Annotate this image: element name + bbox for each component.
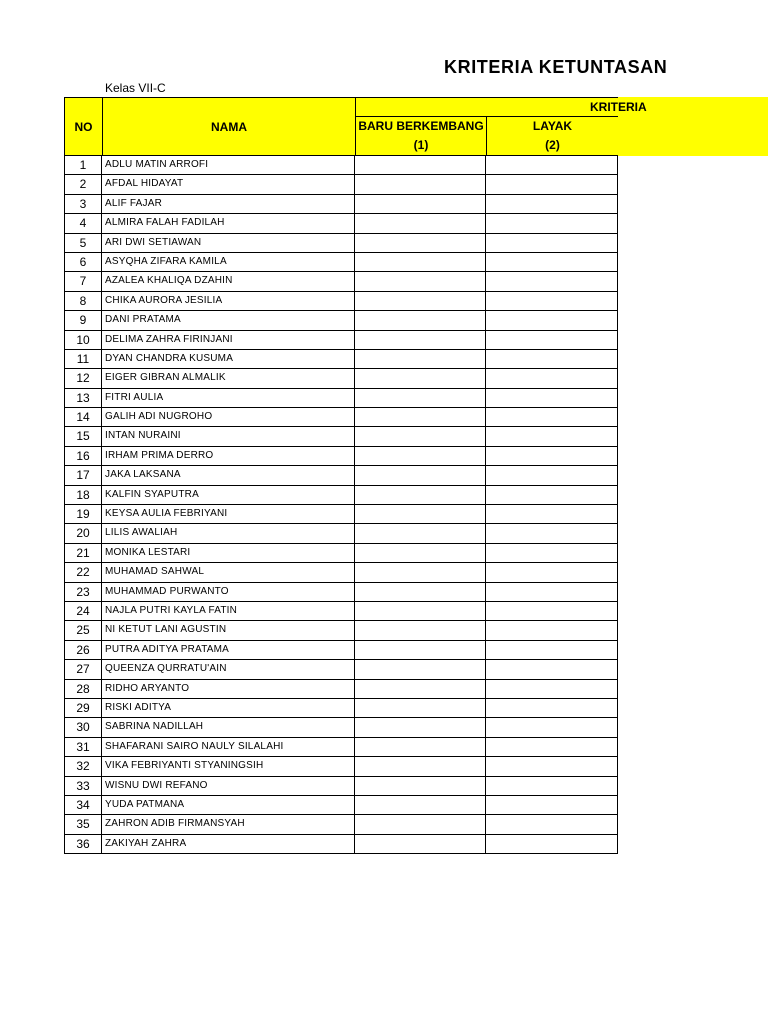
- row-number-cell: 30: [64, 718, 102, 736]
- row-number-cell: 32: [64, 757, 102, 775]
- baru-berkembang-cell[interactable]: [355, 660, 486, 678]
- table-row: [64, 214, 618, 233]
- baru-berkembang-cell[interactable]: [355, 680, 486, 698]
- table-row: [64, 311, 618, 330]
- student-table-body: [64, 156, 618, 854]
- student-name-cell: IRHAM PRIMA DERRO: [102, 447, 355, 465]
- student-name-cell: FITRI AULIA: [102, 389, 355, 407]
- layak-cell[interactable]: [486, 175, 618, 193]
- baru-berkembang-cell[interactable]: [355, 796, 486, 814]
- student-name-cell: JAKA LAKSANA: [102, 466, 355, 484]
- column-header-baru-berkembang: [356, 117, 487, 155]
- layak-cell[interactable]: [486, 253, 618, 271]
- layak-cell[interactable]: [486, 660, 618, 678]
- row-number-cell: 19: [64, 505, 102, 523]
- table-row: [64, 234, 618, 253]
- row-number-cell: 3: [64, 195, 102, 213]
- student-name-cell: MUHAMMAD PURWANTO: [102, 583, 355, 601]
- table-row: [64, 466, 618, 485]
- layak-cell[interactable]: [486, 292, 618, 310]
- row-number-cell: 9: [64, 311, 102, 329]
- table-row: [64, 583, 618, 602]
- table-row: [64, 350, 618, 369]
- table-row: [64, 195, 618, 214]
- baru-berkembang-cell[interactable]: [355, 699, 486, 717]
- layak-cell[interactable]: [486, 835, 618, 853]
- baru-berkembang-cell[interactable]: [355, 757, 486, 775]
- table-row: [64, 369, 618, 388]
- layak-cell[interactable]: [486, 815, 618, 833]
- table-row: [64, 621, 618, 640]
- layak-cell[interactable]: [486, 447, 618, 465]
- layak-cell[interactable]: [486, 777, 618, 795]
- baru-berkembang-cell[interactable]: [355, 389, 486, 407]
- baru-berkembang-cell[interactable]: [355, 641, 486, 659]
- baru-berkembang-code: (1): [413, 138, 429, 152]
- baru-berkembang-cell[interactable]: [355, 408, 486, 426]
- table-row: [64, 777, 618, 796]
- row-number-cell: 20: [64, 524, 102, 542]
- column-header-nama: NAMA: [103, 98, 356, 155]
- student-name-cell: DANI PRATAMA: [102, 311, 355, 329]
- student-name-cell: GALIH ADI NUGROHO: [102, 408, 355, 426]
- table-row: [64, 796, 618, 815]
- baru-berkembang-cell[interactable]: [355, 621, 486, 639]
- baru-berkembang-label: BARU BERKEMBANG: [358, 119, 484, 133]
- column-header-no: NO: [65, 98, 103, 155]
- baru-berkembang-cell[interactable]: [355, 311, 486, 329]
- table-row: [64, 718, 618, 737]
- student-name-cell: SHAFARANI SAIRO NAULY SILALAHI: [102, 738, 355, 756]
- layak-cell[interactable]: [486, 466, 618, 484]
- table-row: [64, 331, 618, 350]
- row-number-cell: 13: [64, 389, 102, 407]
- layak-cell[interactable]: [486, 350, 618, 368]
- row-number-cell: 24: [64, 602, 102, 620]
- student-name-cell: INTAN NURAINI: [102, 427, 355, 445]
- table-row: [64, 447, 618, 466]
- layak-cell[interactable]: [486, 583, 618, 601]
- row-number-cell: 33: [64, 777, 102, 795]
- layak-label: LAYAK: [532, 119, 573, 133]
- table-row: [64, 815, 618, 834]
- baru-berkembang-cell[interactable]: [355, 234, 486, 252]
- table-row: [64, 563, 618, 582]
- row-number-cell: 14: [64, 408, 102, 426]
- row-number-cell: 29: [64, 699, 102, 717]
- table-row: [64, 544, 618, 563]
- row-number-cell: 26: [64, 641, 102, 659]
- layak-cell[interactable]: [486, 156, 618, 174]
- student-name-cell: WISNU DWI REFANO: [102, 777, 355, 795]
- table-row: [64, 524, 618, 543]
- baru-berkembang-cell[interactable]: [355, 272, 486, 290]
- row-number-cell: 17: [64, 466, 102, 484]
- layak-cell[interactable]: [486, 621, 618, 639]
- student-name-cell: MONIKA LESTARI: [102, 544, 355, 562]
- baru-berkembang-cell[interactable]: [355, 777, 486, 795]
- layak-cell[interactable]: [486, 738, 618, 756]
- table-row: [64, 156, 618, 175]
- table-row: [64, 660, 618, 679]
- row-number-cell: 5: [64, 234, 102, 252]
- student-name-cell: CHIKA AURORA JESILIA: [102, 292, 355, 310]
- student-name-cell: ALIF FAJAR: [102, 195, 355, 213]
- student-name-cell: KEYSA AULIA FEBRIYANI: [102, 505, 355, 523]
- table-row: [64, 292, 618, 311]
- student-name-cell: KALFIN SYAPUTRA: [102, 486, 355, 504]
- baru-berkembang-cell[interactable]: [355, 175, 486, 193]
- baru-berkembang-cell[interactable]: [355, 195, 486, 213]
- row-number-cell: 25: [64, 621, 102, 639]
- student-name-cell: MUHAMAD SAHWAL: [102, 563, 355, 581]
- kriteria-label: KRITERIA: [590, 100, 647, 114]
- student-name-cell: LILIS AWALIAH: [102, 524, 355, 542]
- layak-cell[interactable]: [486, 699, 618, 717]
- student-name-cell: RIDHO ARYANTO: [102, 680, 355, 698]
- table-header: [64, 97, 647, 156]
- table-row: [64, 486, 618, 505]
- layak-cell[interactable]: [486, 796, 618, 814]
- row-number-cell: 27: [64, 660, 102, 678]
- table-row: [64, 699, 618, 718]
- row-number-cell: 15: [64, 427, 102, 445]
- table-row: [64, 427, 618, 446]
- student-name-cell: NAJLA PUTRI KAYLA FATIN: [102, 602, 355, 620]
- table-row: [64, 738, 618, 757]
- row-number-cell: 11: [64, 350, 102, 368]
- student-name-cell: RISKI ADITYA: [102, 699, 355, 717]
- baru-berkembang-cell[interactable]: [355, 718, 486, 736]
- table-row: [64, 408, 618, 427]
- row-number-cell: 34: [64, 796, 102, 814]
- baru-berkembang-cell[interactable]: [355, 369, 486, 387]
- baru-berkembang-cell[interactable]: [355, 292, 486, 310]
- layak-cell[interactable]: [486, 331, 618, 349]
- baru-berkembang-cell[interactable]: [355, 524, 486, 542]
- student-name-cell: QUEENZA QURRATU'AIN: [102, 660, 355, 678]
- baru-berkembang-cell[interactable]: [355, 156, 486, 174]
- table-row: [64, 389, 618, 408]
- layak-cell[interactable]: [486, 369, 618, 387]
- student-name-cell: ALMIRA FALAH FADILAH: [102, 214, 355, 232]
- row-number-cell: 18: [64, 486, 102, 504]
- class-label: Kelas VII-C: [105, 81, 166, 95]
- column-group-header-kriteria: [356, 98, 647, 117]
- student-name-cell: SABRINA NADILLAH: [102, 718, 355, 736]
- baru-berkembang-cell[interactable]: [355, 544, 486, 562]
- baru-berkembang-cell[interactable]: [355, 815, 486, 833]
- row-number-cell: 8: [64, 292, 102, 310]
- student-name-cell: EIGER GIBRAN ALMALIK: [102, 369, 355, 387]
- student-name-cell: NI KETUT LANI AGUSTIN: [102, 621, 355, 639]
- student-name-cell: AZALEA KHALIQA DZAHIN: [102, 272, 355, 290]
- table-row: [64, 835, 618, 854]
- baru-berkembang-cell[interactable]: [355, 466, 486, 484]
- layak-cell[interactable]: [486, 408, 618, 426]
- layak-cell[interactable]: [486, 563, 618, 581]
- layak-cell[interactable]: [486, 311, 618, 329]
- baru-berkembang-cell[interactable]: [355, 738, 486, 756]
- student-name-cell: DYAN CHANDRA KUSUMA: [102, 350, 355, 368]
- row-number-cell: 7: [64, 272, 102, 290]
- table-row: [64, 253, 618, 272]
- table-row: [64, 602, 618, 621]
- layak-cell[interactable]: [486, 757, 618, 775]
- row-number-cell: 1: [64, 156, 102, 174]
- table-row: [64, 175, 618, 194]
- layak-cell[interactable]: [486, 544, 618, 562]
- layak-code: (2): [545, 138, 560, 152]
- layak-cell[interactable]: [486, 214, 618, 232]
- row-number-cell: 35: [64, 815, 102, 833]
- layak-cell[interactable]: [486, 486, 618, 504]
- baru-berkembang-cell[interactable]: [355, 505, 486, 523]
- table-row: [64, 680, 618, 699]
- row-number-cell: 4: [64, 214, 102, 232]
- baru-berkembang-cell[interactable]: [355, 350, 486, 368]
- baru-berkembang-cell[interactable]: [355, 583, 486, 601]
- layak-cell[interactable]: [486, 641, 618, 659]
- sheet-title: KRITERIA KETUNTASAN: [444, 57, 668, 77]
- baru-berkembang-cell[interactable]: [355, 602, 486, 620]
- row-number-cell: 12: [64, 369, 102, 387]
- layak-cell[interactable]: [486, 234, 618, 252]
- row-number-cell: 23: [64, 583, 102, 601]
- student-name-cell: VIKA FEBRIYANTI STYANINGSIH: [102, 757, 355, 775]
- row-number-cell: 36: [64, 835, 102, 853]
- layak-cell[interactable]: [486, 272, 618, 290]
- student-name-cell: YUDA PATMANA: [102, 796, 355, 814]
- layak-cell[interactable]: [486, 195, 618, 213]
- row-number-cell: 31: [64, 738, 102, 756]
- row-number-cell: 21: [64, 544, 102, 562]
- row-number-cell: 10: [64, 331, 102, 349]
- baru-berkembang-cell[interactable]: [355, 253, 486, 271]
- baru-berkembang-cell[interactable]: [355, 331, 486, 349]
- student-name-cell: DELIMA ZAHRA FIRINJANI: [102, 331, 355, 349]
- layak-cell[interactable]: [486, 524, 618, 542]
- student-name-cell: PUTRA ADITYA PRATAMA: [102, 641, 355, 659]
- row-number-cell: 2: [64, 175, 102, 193]
- table-row: [64, 505, 618, 524]
- baru-berkembang-cell[interactable]: [355, 427, 486, 445]
- student-name-cell: ASYQHA ZIFARA KAMILA: [102, 253, 355, 271]
- table-row: [64, 272, 618, 291]
- student-name-cell: ZAHRON ADIB FIRMANSYAH: [102, 815, 355, 833]
- student-name-cell: AFDAL HIDAYAT: [102, 175, 355, 193]
- row-number-cell: 28: [64, 680, 102, 698]
- baru-berkembang-cell[interactable]: [355, 214, 486, 232]
- layak-cell[interactable]: [486, 602, 618, 620]
- baru-berkembang-cell[interactable]: [355, 486, 486, 504]
- row-number-cell: 16: [64, 447, 102, 465]
- student-name-cell: ARI DWI SETIAWAN: [102, 234, 355, 252]
- row-number-cell: 6: [64, 253, 102, 271]
- layak-cell[interactable]: [486, 389, 618, 407]
- row-number-cell: 22: [64, 563, 102, 581]
- baru-berkembang-cell[interactable]: [355, 447, 486, 465]
- baru-berkembang-cell[interactable]: [355, 563, 486, 581]
- layak-cell[interactable]: [486, 505, 618, 523]
- layak-cell[interactable]: [486, 718, 618, 736]
- layak-cell[interactable]: [486, 680, 618, 698]
- table-row: [64, 757, 618, 776]
- layak-cell[interactable]: [486, 427, 618, 445]
- column-header-layak: [487, 117, 618, 155]
- student-name-cell: ZAKIYAH ZAHRA: [102, 835, 355, 853]
- baru-berkembang-cell[interactable]: [355, 835, 486, 853]
- table-row: [64, 641, 618, 660]
- student-name-cell: ADLU MATIN ARROFI: [102, 156, 355, 174]
